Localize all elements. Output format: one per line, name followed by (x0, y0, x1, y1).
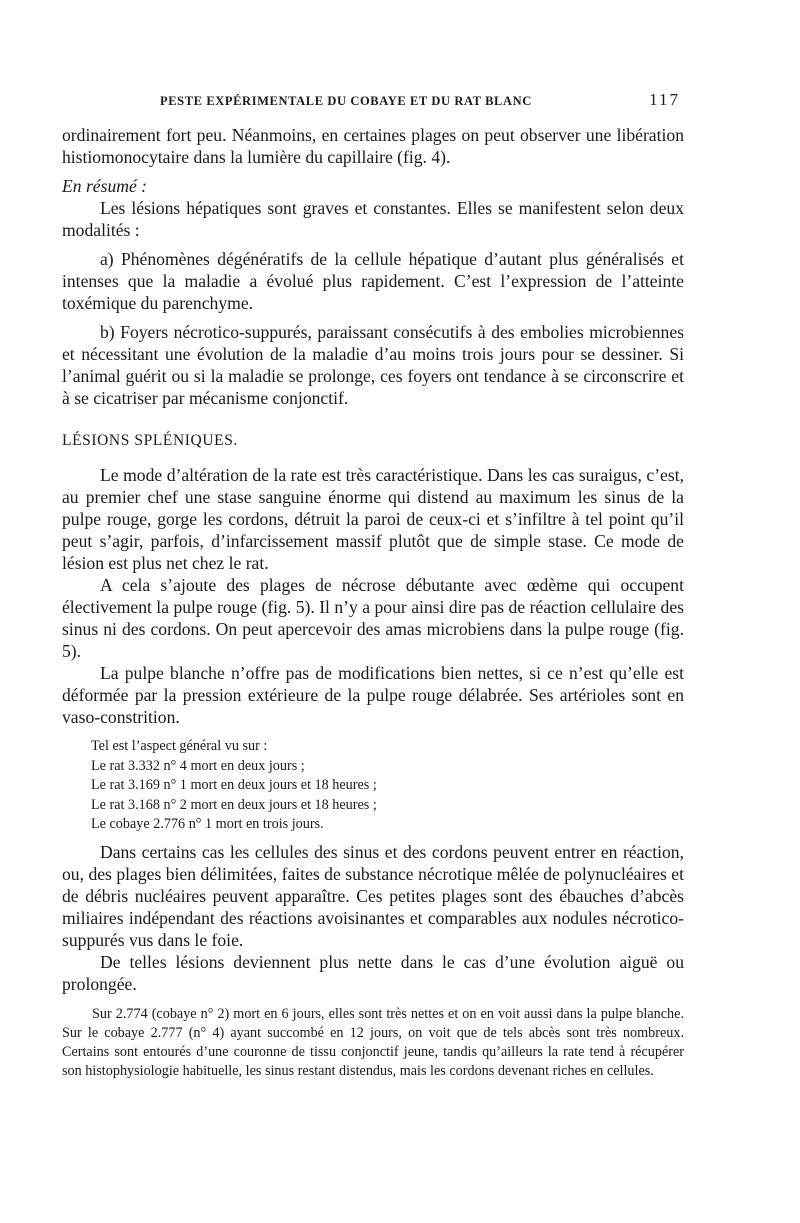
page-number: 117 (649, 90, 680, 109)
paragraph-continuation: ordinairement fort peu. Néanmoins, en certaines plages on peut observer une libération histiomonocytaire dans la lumière du capillaire (fig. 4). (62, 125, 684, 167)
case-list-item: Le cobaye 2.776 n° 1 mort en trois jours. (91, 816, 324, 832)
summary-heading: En résumé : (62, 176, 148, 196)
paragraph-reaction: Dans certains cas les cellules des sinus et des cordons peuvent entrer en réaction, ou, des plages bien délimitées, faites de substance nécrotique mêlée de polynucléaires et de débris nucléaires peuvent apparaître. Ces petites plages sont des ébauches d’abcès miliaires indépendant des réactions avoisinantes et comparables aux nodules nécrotico-suppurés vus dans le foie. (62, 841, 684, 950)
paragraph-evolution: De telles lésions deviennent plus nette dans le cas d’une évolution aiguë ou prolongée. (62, 951, 684, 994)
case-list (91, 737, 684, 835)
case-list-intro: Tel est l’aspect général vu sur : (91, 738, 268, 754)
running-head: PESTE EXPÉRIMENTALE DU COBAYE ET DU RAT BLANC (160, 94, 532, 108)
case-list-item: Le rat 3.169 n° 1 mort en deux jours et 18 heures ; (91, 777, 377, 793)
paragraph-point-a: a) Phénomènes dégénératifs de la cellule hépatique d’autant plus généralisés et intenses que la maladie a évolué plus rapidement. C’est l’expression de l’atteinte toxémique du parenchyme. (62, 249, 684, 313)
paragraph-summary: Les lésions hépatiques sont graves et constantes. Elles se manifestent selon deux modalités : (62, 198, 684, 240)
page-body (62, 124, 684, 1082)
case-list-item: Le rat 3.168 n° 2 mort en deux jours et 18 heures ; (91, 796, 377, 813)
page-header (160, 90, 680, 110)
paragraph-white-pulp: La pulpe blanche n’offre pas de modifications bien nettes, si ce n’est qu’elle est déformée par la pression extérieure de la pulpe rouge délabrée. Ses artérioles sont en vaso-constrition. (62, 663, 684, 727)
case-list-item: Le rat 3.332 n° 4 mort en deux jours ; (91, 757, 305, 774)
section-heading: LÉSIONS SPLÉNIQUES. (62, 432, 238, 449)
footnote-paragraph: Sur 2.774 (cobaye n° 2) mort en 6 jours, elles sont très nettes et on en voit aussi dans la pulpe blanche. Sur le cobaye 2.777 (n° 4) ayant succombé en 12 jours, on voit que de tels abcès sont très nombreux. Certains sont entourés d’une couronne de tissu conjonctif jeune, tandis qu’ailleurs la rate tend à récupérer son histophysiologie habituelle, les sinus restant distendus, mais les cordons devenant riches en cellules. (62, 1005, 684, 1080)
paragraph-point-b: b) Foyers nécrotico-suppurés, paraissant consécutifs à des embolies microbiennes et nécessitant une évolution de la maladie d’au moins trois jours pour se dessiner. Si l’animal guérit ou si la maladie se prolonge, ces foyers ont tendance à se circonscrire et à se cicatriser par mécanisme conjonctif. (62, 322, 684, 408)
paragraph-necrosis: A cela s’ajoute des plages de nécrose débutante avec œdème qui occupent électivement la pulpe rouge (fig. 5). Il n’y a pour ainsi dire pas de réaction cellulaire des sinus ni des cordons. On peut apercevoir des amas microbiens dans la pulpe rouge (fig. 5). (62, 575, 684, 661)
paragraph-spleen-mode: Le mode d’altération de la rate est très caractéristique. Dans les cas suraigus, c’est, au premier chef une stase sanguine énorme qui distend au maximum les sinus de la pulpe rouge, gorge les cordons, détruit la paroi de ceux-ci et s’infiltre à tel point qu’il peut s’agir, parfois, d’infarcissement massif plutôt que de simple stase. Ce mode de lésion est plus net chez le rat. (62, 465, 684, 573)
